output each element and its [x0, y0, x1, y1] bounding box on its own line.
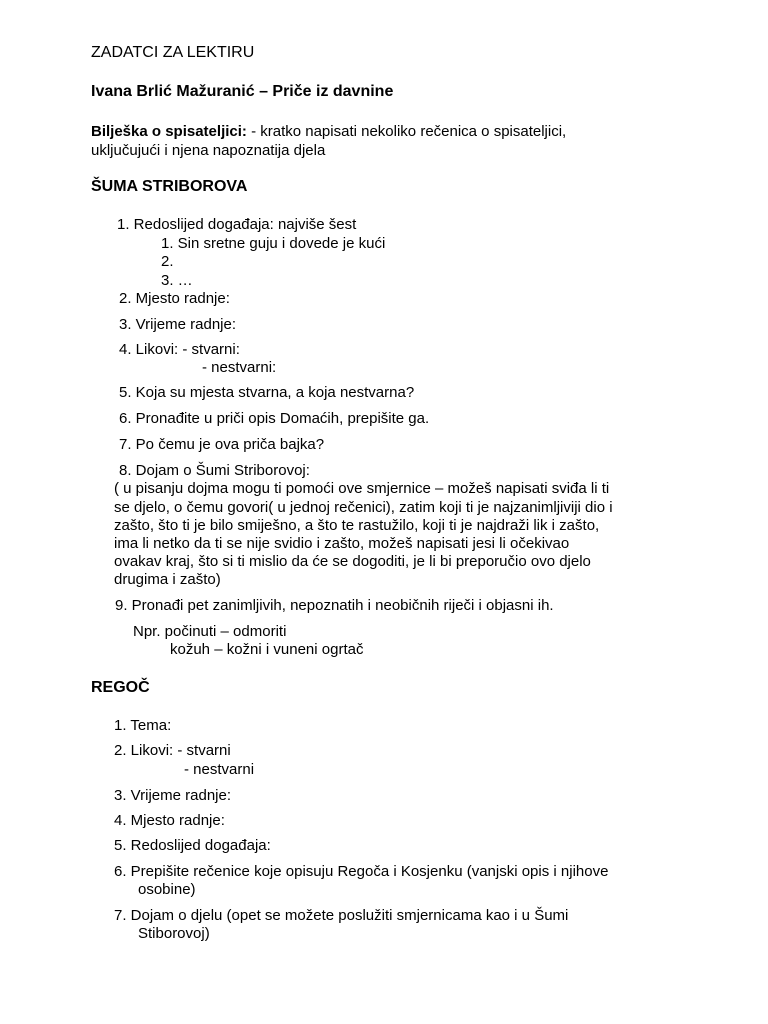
document-subheading: Ivana Brlić Mažuranić – Priče iz davnine	[91, 83, 394, 100]
suma-example-1: Npr. počinuti – odmoriti	[133, 623, 287, 640]
suma-item-9: 9. Pronađi pet zanimljivih, nepoznatih i neobičnih riječi i objasni ih.	[115, 597, 554, 614]
suma-guidance-line-1: ( u pisanju dojma mogu ti pomoći ove smjernice – možeš napisati sviđa li ti	[114, 480, 610, 497]
suma-guidance-line-5: ovakav kraj, što si ti mislio da će se dogoditi, je li bi preporučio ovo djelo	[114, 553, 591, 570]
regoc-item-7-cont: Stiborovoj)	[138, 925, 210, 942]
suma-subitem-2: 2.	[161, 253, 174, 270]
suma-guidance-line-3: zašto, što ti je bilo smiješno, a što te rastužilo, koji ti je najdraži lik i zašto,	[114, 517, 600, 534]
suma-item-8: 8. Dojam o Šumi Striborovoj:	[119, 462, 310, 479]
regoc-item-5: 5. Redoslijed događaja:	[114, 837, 271, 854]
section-title-suma: ŠUMA STRIBOROVA	[91, 178, 248, 195]
regoc-item-3: 3. Vrijeme radnje:	[114, 787, 231, 804]
suma-item-7: 7. Po čemu je ova priča bajka?	[119, 436, 325, 453]
suma-subitem-3: 3. …	[161, 272, 193, 289]
suma-item-4: 4. Likovi: - stvarni:	[119, 341, 240, 358]
suma-item-4-unreal: - nestvarni:	[202, 359, 277, 376]
suma-guidance-line-6: drugima i zašto)	[114, 571, 221, 588]
regoc-item-7: 7. Dojam o djelu (opet se možete poslužiti smjernicama kao i u Šumi	[114, 907, 569, 924]
author-note-line-1	[91, 123, 566, 140]
suma-subitem-1: 1. Sin sretne guju i dovede je kući	[161, 235, 386, 252]
suma-item-5: 5. Koja su mjesta stvarna, a koja nestvarna?	[119, 384, 415, 401]
suma-item-6: 6. Pronađite u priči opis Domaćih, prepišite ga.	[119, 410, 430, 427]
regoc-item-6-cont: osobine)	[138, 881, 196, 898]
suma-item-2: 2. Mjesto radnje:	[119, 290, 230, 307]
suma-item-1: 1. Redoslijed događaja: najviše šest	[117, 216, 357, 233]
suma-guidance-line-4: ima li netko da ti se nije svidio i zašto, možeš napisati jesi li očekivao	[114, 535, 570, 552]
document-heading: ZADATCI ZA LEKTIRU	[91, 44, 255, 61]
section-title-regoc: REGOČ	[91, 679, 150, 696]
regoc-item-1: 1. Tema:	[114, 717, 172, 734]
suma-example-2: kožuh – kožni i vuneni ogrtač	[170, 641, 364, 658]
regoc-item-4: 4. Mjesto radnje:	[114, 812, 225, 829]
suma-item-3: 3. Vrijeme radnje:	[119, 316, 236, 333]
regoc-item-2-unreal: - nestvarni	[184, 761, 255, 778]
author-note-line-2: uključujući i njena napoznatija djela	[91, 142, 326, 159]
author-note-label: Bilješka o spisateljici:	[91, 123, 247, 140]
regoc-item-2: 2. Likovi: - stvarni	[114, 742, 231, 759]
regoc-item-6: 6. Prepišite rečenice koje opisuju Regoča i Kosjenku (vanjski opis i njihove	[114, 863, 609, 880]
suma-guidance-line-2: se djelo, o čemu govori( u jednoj rečenici), zatim koji ti je najzanimljiviji dio i	[114, 499, 613, 516]
author-note-text: - kratko napisati nekoliko rečenica o spisateljici,	[246, 123, 567, 140]
